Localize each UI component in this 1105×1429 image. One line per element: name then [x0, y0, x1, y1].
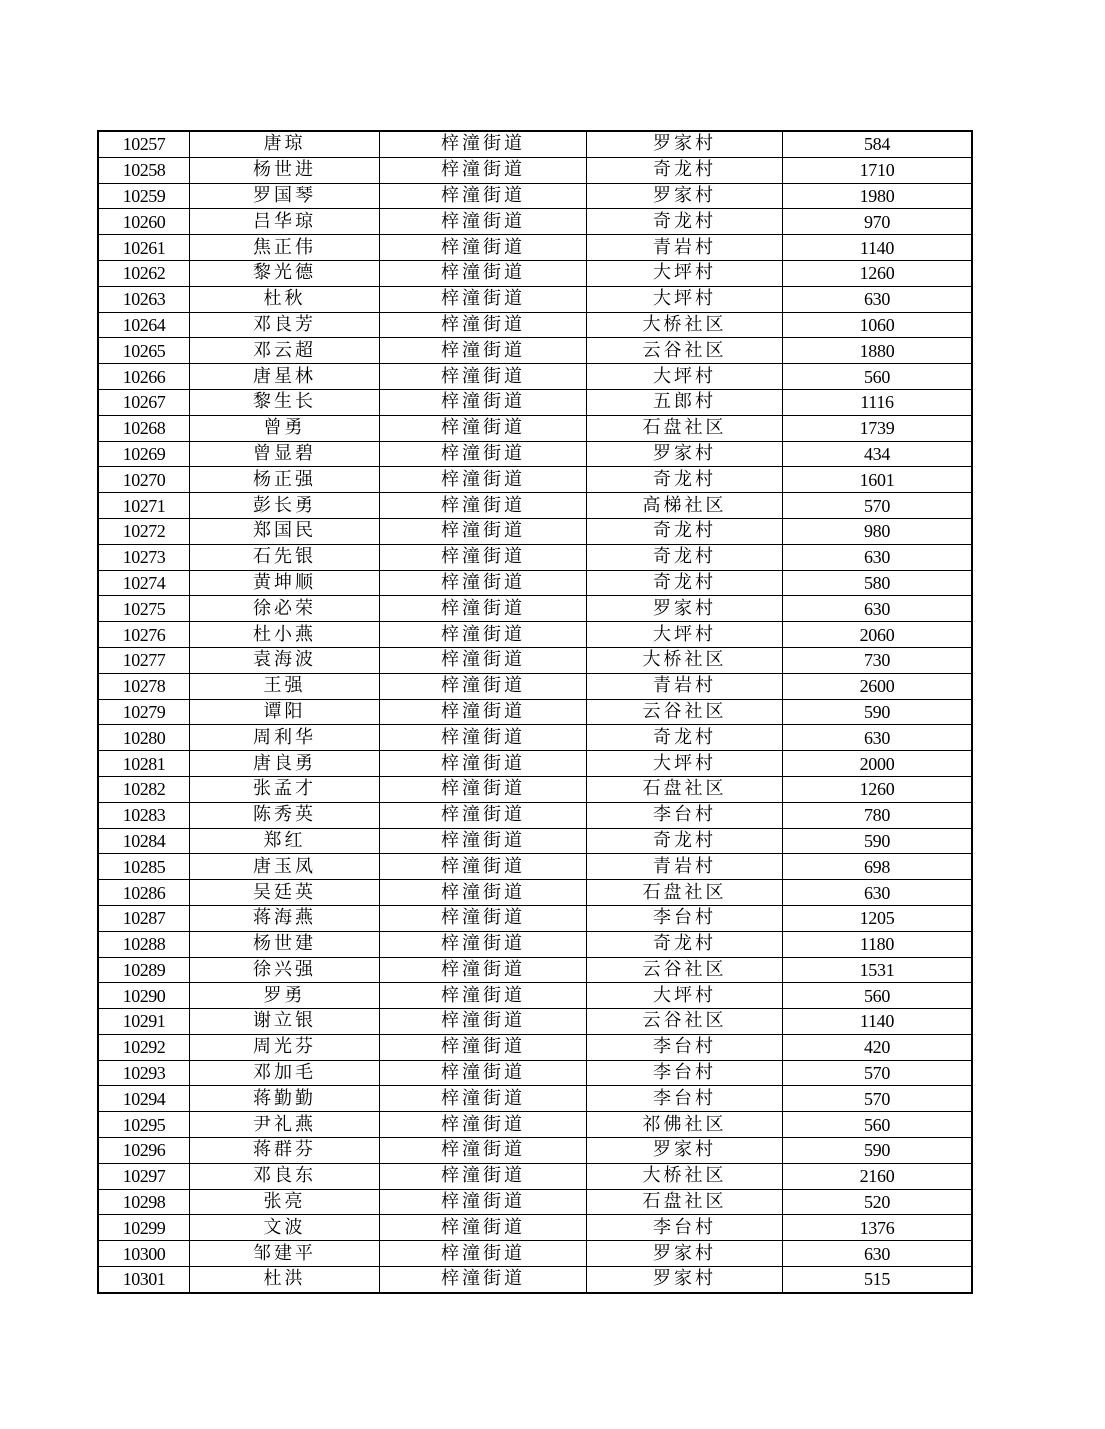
cell-amount: 1205	[783, 905, 973, 931]
cell-person-name: 吕华琼	[190, 209, 380, 235]
cell-serial-number: 10272	[98, 518, 190, 544]
cell-serial-number: 10262	[98, 260, 190, 286]
table-row	[98, 1138, 972, 1164]
cell-street: 梓潼街道	[380, 364, 587, 390]
cell-amount: 780	[783, 802, 973, 828]
cell-amount: 2060	[783, 622, 973, 648]
cell-serial-number: 10263	[98, 286, 190, 312]
cell-person-name: 谢立银	[190, 1009, 380, 1035]
table-row	[98, 260, 972, 286]
cell-amount: 630	[783, 286, 973, 312]
cell-village: 大坪村	[587, 983, 783, 1009]
cell-serial-number: 10275	[98, 596, 190, 622]
cell-street: 梓潼街道	[380, 957, 587, 983]
cell-village: 云谷社区	[587, 1009, 783, 1035]
cell-amount: 970	[783, 209, 973, 235]
cell-amount: 1739	[783, 415, 973, 441]
cell-village: 云谷社区	[587, 957, 783, 983]
cell-amount: 630	[783, 596, 973, 622]
cell-village: 罗家村	[587, 1138, 783, 1164]
cell-village: 石盘社区	[587, 880, 783, 906]
cell-serial-number: 10298	[98, 1189, 190, 1215]
table-row	[98, 570, 972, 596]
cell-street: 梓潼街道	[380, 1138, 587, 1164]
cell-serial-number: 10299	[98, 1215, 190, 1241]
cell-amount: 2000	[783, 751, 973, 777]
cell-serial-number: 10286	[98, 880, 190, 906]
cell-amount: 630	[783, 725, 973, 751]
cell-serial-number: 10301	[98, 1267, 190, 1293]
table-row	[98, 1112, 972, 1138]
cell-village: 罗家村	[587, 183, 783, 209]
cell-serial-number: 10295	[98, 1112, 190, 1138]
cell-village: 青岩村	[587, 854, 783, 880]
cell-person-name: 郑国民	[190, 518, 380, 544]
cell-village: 奇龙村	[587, 544, 783, 570]
cell-street: 梓潼街道	[380, 776, 587, 802]
cell-person-name: 蒋群芬	[190, 1138, 380, 1164]
cell-serial-number: 10300	[98, 1241, 190, 1267]
cell-street: 梓潼街道	[380, 338, 587, 364]
cell-person-name: 杜秋	[190, 286, 380, 312]
cell-amount: 590	[783, 699, 973, 725]
cell-serial-number: 10271	[98, 493, 190, 519]
cell-street: 梓潼街道	[380, 1241, 587, 1267]
cell-village: 大坪村	[587, 364, 783, 390]
cell-amount: 590	[783, 828, 973, 854]
cell-amount: 1376	[783, 1215, 973, 1241]
cell-street: 梓潼街道	[380, 854, 587, 880]
cell-street: 梓潼街道	[380, 828, 587, 854]
cell-street: 梓潼街道	[380, 596, 587, 622]
cell-amount: 520	[783, 1189, 973, 1215]
cell-serial-number: 10290	[98, 983, 190, 1009]
cell-village: 李台村	[587, 1034, 783, 1060]
table-row	[98, 415, 972, 441]
cell-street: 梓潼街道	[380, 209, 587, 235]
cell-person-name: 周光芬	[190, 1034, 380, 1060]
cell-serial-number: 10276	[98, 622, 190, 648]
table-row	[98, 1215, 972, 1241]
cell-street: 梓潼街道	[380, 622, 587, 648]
cell-amount: 1880	[783, 338, 973, 364]
cell-amount: 630	[783, 880, 973, 906]
cell-serial-number: 10267	[98, 389, 190, 415]
table-row	[98, 467, 972, 493]
table-row	[98, 209, 972, 235]
cell-amount: 1140	[783, 235, 973, 261]
cell-amount: 980	[783, 518, 973, 544]
cell-village: 大坪村	[587, 286, 783, 312]
cell-street: 梓潼街道	[380, 235, 587, 261]
cell-serial-number: 10283	[98, 802, 190, 828]
cell-street: 梓潼街道	[380, 389, 587, 415]
cell-serial-number: 10284	[98, 828, 190, 854]
cell-village: 奇龙村	[587, 828, 783, 854]
table-row	[98, 880, 972, 906]
cell-street: 梓潼街道	[380, 1060, 587, 1086]
cell-serial-number: 10269	[98, 441, 190, 467]
cell-serial-number: 10259	[98, 183, 190, 209]
cell-street: 梓潼街道	[380, 647, 587, 673]
cell-person-name: 唐星林	[190, 364, 380, 390]
cell-person-name: 彭长勇	[190, 493, 380, 519]
cell-street: 梓潼街道	[380, 1267, 587, 1293]
table-row	[98, 905, 972, 931]
table-row	[98, 518, 972, 544]
cell-village: 奇龙村	[587, 518, 783, 544]
roster-table	[97, 130, 973, 1294]
cell-amount: 1260	[783, 260, 973, 286]
cell-person-name: 石先银	[190, 544, 380, 570]
cell-street: 梓潼街道	[380, 1112, 587, 1138]
cell-village: 祁佛社区	[587, 1112, 783, 1138]
cell-person-name: 罗勇	[190, 983, 380, 1009]
cell-person-name: 黎光德	[190, 260, 380, 286]
cell-street: 梓潼街道	[380, 1163, 587, 1189]
table-row	[98, 647, 972, 673]
cell-village: 石盘社区	[587, 776, 783, 802]
cell-amount: 730	[783, 647, 973, 673]
cell-person-name: 曾勇	[190, 415, 380, 441]
cell-person-name: 唐玉凤	[190, 854, 380, 880]
cell-serial-number: 10274	[98, 570, 190, 596]
cell-person-name: 邓良芳	[190, 312, 380, 338]
cell-amount: 580	[783, 570, 973, 596]
cell-amount: 560	[783, 364, 973, 390]
cell-amount: 434	[783, 441, 973, 467]
table-row	[98, 441, 972, 467]
cell-village: 石盘社区	[587, 415, 783, 441]
cell-street: 梓潼街道	[380, 312, 587, 338]
cell-person-name: 徐必荣	[190, 596, 380, 622]
table-row	[98, 364, 972, 390]
cell-village: 罗家村	[587, 441, 783, 467]
cell-person-name: 邓云超	[190, 338, 380, 364]
cell-amount: 698	[783, 854, 973, 880]
cell-amount: 1601	[783, 467, 973, 493]
cell-amount: 1116	[783, 389, 973, 415]
cell-serial-number: 10278	[98, 673, 190, 699]
cell-amount: 570	[783, 493, 973, 519]
cell-person-name: 邹建平	[190, 1241, 380, 1267]
cell-village: 李台村	[587, 802, 783, 828]
cell-person-name: 邓加毛	[190, 1060, 380, 1086]
cell-street: 梓潼街道	[380, 570, 587, 596]
cell-village: 罗家村	[587, 131, 783, 157]
cell-person-name: 杨世进	[190, 157, 380, 183]
cell-serial-number: 10289	[98, 957, 190, 983]
cell-person-name: 袁海波	[190, 647, 380, 673]
cell-person-name: 黄坤顺	[190, 570, 380, 596]
cell-serial-number: 10292	[98, 1034, 190, 1060]
cell-serial-number: 10265	[98, 338, 190, 364]
cell-street: 梓潼街道	[380, 286, 587, 312]
cell-person-name: 唐良勇	[190, 751, 380, 777]
cell-village: 李台村	[587, 905, 783, 931]
table-row	[98, 1060, 972, 1086]
table-row	[98, 622, 972, 648]
cell-person-name: 黎生长	[190, 389, 380, 415]
table-row	[98, 957, 972, 983]
cell-village: 李台村	[587, 1060, 783, 1086]
cell-person-name: 蒋勤勤	[190, 1086, 380, 1112]
cell-street: 梓潼街道	[380, 699, 587, 725]
cell-village: 奇龙村	[587, 725, 783, 751]
cell-village: 石盘社区	[587, 1189, 783, 1215]
cell-village: 大坪村	[587, 751, 783, 777]
cell-amount: 420	[783, 1034, 973, 1060]
cell-street: 梓潼街道	[380, 157, 587, 183]
table-row	[98, 983, 972, 1009]
cell-amount: 630	[783, 1241, 973, 1267]
cell-amount: 590	[783, 1138, 973, 1164]
cell-street: 梓潼街道	[380, 260, 587, 286]
cell-amount: 1980	[783, 183, 973, 209]
cell-street: 梓潼街道	[380, 1189, 587, 1215]
cell-person-name: 杜小燕	[190, 622, 380, 648]
cell-serial-number: 10296	[98, 1138, 190, 1164]
cell-village: 大坪村	[587, 622, 783, 648]
cell-person-name: 杜洪	[190, 1267, 380, 1293]
table-row	[98, 802, 972, 828]
table-row	[98, 751, 972, 777]
table-row	[98, 286, 972, 312]
cell-serial-number: 10285	[98, 854, 190, 880]
cell-serial-number: 10294	[98, 1086, 190, 1112]
cell-serial-number: 10297	[98, 1163, 190, 1189]
cell-amount: 2160	[783, 1163, 973, 1189]
cell-serial-number: 10258	[98, 157, 190, 183]
cell-street: 梓潼街道	[380, 983, 587, 1009]
cell-village: 李台村	[587, 1086, 783, 1112]
cell-serial-number: 10257	[98, 131, 190, 157]
table-row	[98, 1086, 972, 1112]
cell-village: 云谷社区	[587, 699, 783, 725]
cell-amount: 2600	[783, 673, 973, 699]
cell-amount: 560	[783, 1112, 973, 1138]
table-row	[98, 312, 972, 338]
table-row	[98, 235, 972, 261]
table-row	[98, 776, 972, 802]
cell-street: 梓潼街道	[380, 931, 587, 957]
cell-village: 大桥社区	[587, 1163, 783, 1189]
cell-amount: 1140	[783, 1009, 973, 1035]
cell-street: 梓潼街道	[380, 751, 587, 777]
table-row	[98, 544, 972, 570]
cell-amount: 570	[783, 1086, 973, 1112]
cell-amount: 560	[783, 983, 973, 1009]
cell-person-name: 杨世建	[190, 931, 380, 957]
cell-village: 高梯社区	[587, 493, 783, 519]
cell-serial-number: 10268	[98, 415, 190, 441]
cell-serial-number: 10260	[98, 209, 190, 235]
table-row	[98, 1267, 972, 1293]
table-row	[98, 699, 972, 725]
cell-serial-number: 10280	[98, 725, 190, 751]
table-row	[98, 131, 972, 157]
cell-person-name: 郑红	[190, 828, 380, 854]
cell-street: 梓潼街道	[380, 131, 587, 157]
cell-village: 罗家村	[587, 596, 783, 622]
cell-village: 青岩村	[587, 673, 783, 699]
table-row	[98, 931, 972, 957]
cell-person-name: 文波	[190, 1215, 380, 1241]
cell-serial-number: 10288	[98, 931, 190, 957]
cell-serial-number: 10287	[98, 905, 190, 931]
cell-serial-number: 10281	[98, 751, 190, 777]
table-row	[98, 157, 972, 183]
cell-serial-number: 10293	[98, 1060, 190, 1086]
cell-village: 罗家村	[587, 1267, 783, 1293]
cell-person-name: 尹礼燕	[190, 1112, 380, 1138]
table-row	[98, 596, 972, 622]
cell-street: 梓潼街道	[380, 673, 587, 699]
cell-amount: 515	[783, 1267, 973, 1293]
cell-street: 梓潼街道	[380, 725, 587, 751]
cell-village: 奇龙村	[587, 467, 783, 493]
table-row	[98, 725, 972, 751]
table-row	[98, 828, 972, 854]
cell-amount: 1710	[783, 157, 973, 183]
cell-street: 梓潼街道	[380, 1009, 587, 1035]
cell-village: 奇龙村	[587, 209, 783, 235]
cell-street: 梓潼街道	[380, 518, 587, 544]
cell-person-name: 吴廷英	[190, 880, 380, 906]
table-row	[98, 854, 972, 880]
cell-serial-number: 10279	[98, 699, 190, 725]
cell-serial-number: 10264	[98, 312, 190, 338]
cell-person-name: 谭阳	[190, 699, 380, 725]
cell-street: 梓潼街道	[380, 1086, 587, 1112]
cell-village: 奇龙村	[587, 157, 783, 183]
cell-street: 梓潼街道	[380, 467, 587, 493]
cell-street: 梓潼街道	[380, 544, 587, 570]
cell-village: 罗家村	[587, 1241, 783, 1267]
cell-street: 梓潼街道	[380, 905, 587, 931]
table-row	[98, 1241, 972, 1267]
cell-amount: 1531	[783, 957, 973, 983]
cell-street: 梓潼街道	[380, 1215, 587, 1241]
cell-amount: 1260	[783, 776, 973, 802]
cell-village: 云谷社区	[587, 338, 783, 364]
table-row	[98, 1034, 972, 1060]
cell-street: 梓潼街道	[380, 415, 587, 441]
table-row	[98, 389, 972, 415]
cell-village: 青岩村	[587, 235, 783, 261]
roster-table-body	[98, 131, 972, 1293]
cell-amount: 584	[783, 131, 973, 157]
cell-serial-number: 10277	[98, 647, 190, 673]
cell-person-name: 张孟才	[190, 776, 380, 802]
cell-village: 五郎村	[587, 389, 783, 415]
cell-serial-number: 10266	[98, 364, 190, 390]
cell-street: 梓潼街道	[380, 802, 587, 828]
cell-person-name: 唐琼	[190, 131, 380, 157]
table-row	[98, 183, 972, 209]
table-row	[98, 1163, 972, 1189]
cell-person-name: 王强	[190, 673, 380, 699]
cell-person-name: 邓良东	[190, 1163, 380, 1189]
cell-person-name: 徐兴强	[190, 957, 380, 983]
cell-village: 大坪村	[587, 260, 783, 286]
table-row	[98, 338, 972, 364]
cell-street: 梓潼街道	[380, 441, 587, 467]
cell-amount: 630	[783, 544, 973, 570]
cell-person-name: 蒋海燕	[190, 905, 380, 931]
cell-village: 奇龙村	[587, 931, 783, 957]
cell-person-name: 罗国琴	[190, 183, 380, 209]
cell-serial-number: 10273	[98, 544, 190, 570]
cell-street: 梓潼街道	[380, 1034, 587, 1060]
cell-person-name: 张亮	[190, 1189, 380, 1215]
table-row	[98, 1189, 972, 1215]
cell-person-name: 周利华	[190, 725, 380, 751]
cell-street: 梓潼街道	[380, 880, 587, 906]
cell-village: 李台村	[587, 1215, 783, 1241]
table-row	[98, 673, 972, 699]
cell-person-name: 曾显碧	[190, 441, 380, 467]
cell-person-name: 陈秀英	[190, 802, 380, 828]
cell-serial-number: 10291	[98, 1009, 190, 1035]
cell-serial-number: 10270	[98, 467, 190, 493]
cell-street: 梓潼街道	[380, 183, 587, 209]
table-row	[98, 1009, 972, 1035]
cell-amount: 1180	[783, 931, 973, 957]
cell-person-name: 焦正伟	[190, 235, 380, 261]
cell-serial-number: 10261	[98, 235, 190, 261]
cell-village: 奇龙村	[587, 570, 783, 596]
cell-amount: 570	[783, 1060, 973, 1086]
cell-village: 大桥社区	[587, 312, 783, 338]
table-row	[98, 493, 972, 519]
cell-person-name: 杨正强	[190, 467, 380, 493]
cell-serial-number: 10282	[98, 776, 190, 802]
cell-amount: 1060	[783, 312, 973, 338]
cell-street: 梓潼街道	[380, 493, 587, 519]
cell-village: 大桥社区	[587, 647, 783, 673]
